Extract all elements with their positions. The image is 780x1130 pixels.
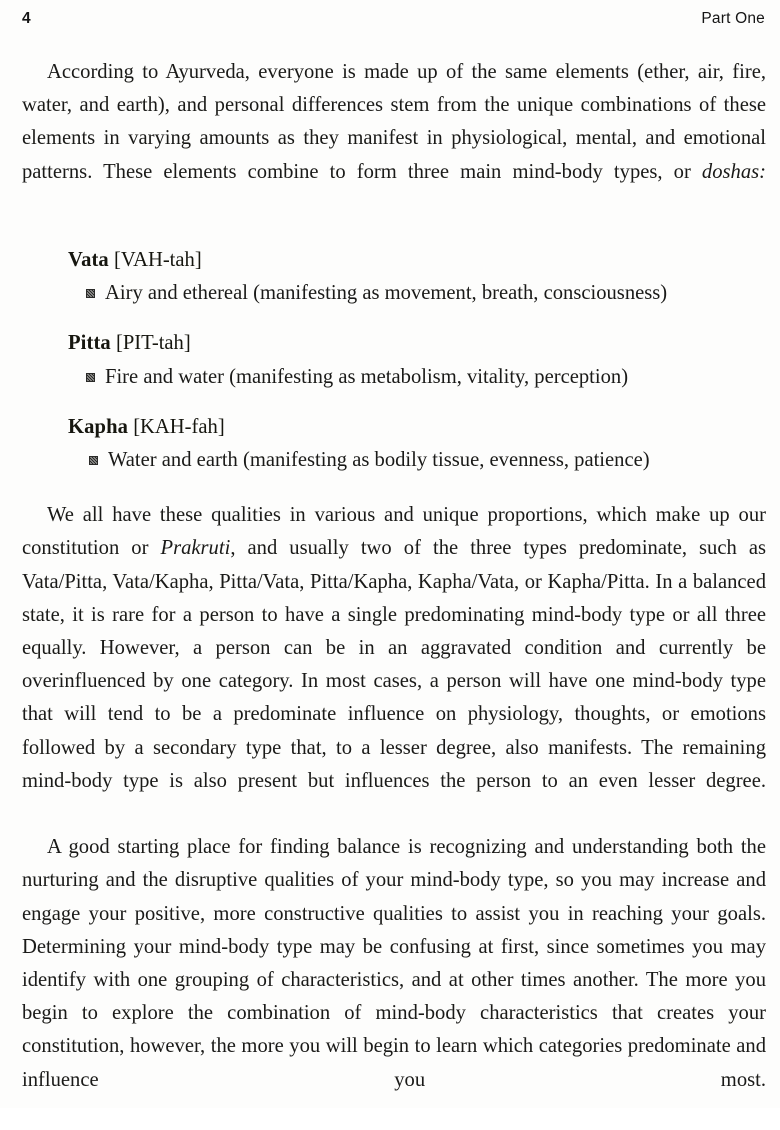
dosha-name-vata: Vata <box>68 249 109 272</box>
paragraph-intro <box>22 56 766 222</box>
body-text-column <box>22 56 766 1130</box>
paragraph-constitution-text-b: , and usually two of the three types predominate, such as Vata/Pitta, Vata/Kapha, Pitta/Vata, Pitta/Kapha, Kapha/Vata, or Kapha/Pitta. In a balanced state, it is rare for a person to have a single predominating mind-body type or all three equally. However, a person can be in an aggravated condition and currently be overinfluenced by one category. In most cases, a person will have one mind-body type that will tend to be a predominate influence on physiology, thoughts, or emotions followed by a secondary type that, to a lesser degree, also manifests. The remaining mind-body type is also present but influences the person to an even lesser degree. <box>22 537 766 792</box>
dosha-name-pitta: Pitta <box>68 332 111 355</box>
square-bullet-icon <box>86 373 95 382</box>
doshas-term: doshas: <box>701 160 766 183</box>
dosha-trait-vata <box>86 277 766 310</box>
spacer <box>22 394 766 411</box>
spacer <box>22 222 766 244</box>
spacer <box>22 477 766 499</box>
dosha-pronunciation-pitta: [PIT-tah] <box>115 332 191 355</box>
paragraph-balance: A good starting place for finding balance is recognizing and understanding both the nurturing and the disruptive qualities of your mind-body type, so you may increase and engage your positive, more constructive qualities to assist you in reaching your goals. Determining your mind-body type may be confusing at first, since sometimes you may identify with one grouping of characteristics, and at other times another. The more you begin to explore the combination of mind-body characteristics that creates your constitution, however, the more you will begin to learn which categories predominate and influence you most. <box>22 836 766 1091</box>
dosha-heading-pitta <box>68 327 766 360</box>
dosha-trait-text-vata: Airy and ethereal (manifesting as movement, breath, consciousness) <box>105 282 668 305</box>
dosha-entry-vata <box>22 244 766 310</box>
running-head-title: Part One <box>701 10 765 27</box>
dosha-list <box>22 244 766 477</box>
square-bullet-icon <box>86 289 95 298</box>
page-number: 4 <box>22 10 31 27</box>
dosha-heading-kapha <box>68 411 766 444</box>
dosha-trait-pitta <box>86 361 766 394</box>
dosha-name-kapha: Kapha <box>68 415 129 438</box>
square-bullet-icon <box>89 456 98 465</box>
paragraph-constitution <box>22 499 766 831</box>
dosha-heading-vata <box>68 244 766 277</box>
paragraph-constitution-text-a: We all have these qualities in various and unique proportions, which make up our constitution or <box>22 504 766 560</box>
spacer <box>22 310 766 327</box>
prakruti-term: Prakruti <box>160 537 231 560</box>
dosha-entry-pitta <box>22 327 766 393</box>
dosha-trait-text-pitta: Fire and water (manifesting as metabolism, vitality, perception) <box>105 365 629 388</box>
dosha-trait-kapha <box>89 444 766 477</box>
dosha-entry-kapha <box>22 411 766 477</box>
dosha-pronunciation-vata: [VAH-tah] <box>114 249 202 272</box>
dosha-pronunciation-kapha: [KAH-fah] <box>133 415 225 438</box>
paragraph-intro-text: According to Ayurveda, everyone is made up of the same elements (ether, air, fire, water, and earth), and personal differences stem from the unique combinations of these elements in varying amounts as they manifest in physiological, mental, and emotional patterns. These elements combine to form three main mind-body types, or <box>22 61 766 183</box>
running-head <box>22 6 765 32</box>
dosha-trait-text-kapha: Water and earth (manifesting as bodily tissue, evenness, patience) <box>108 449 650 472</box>
